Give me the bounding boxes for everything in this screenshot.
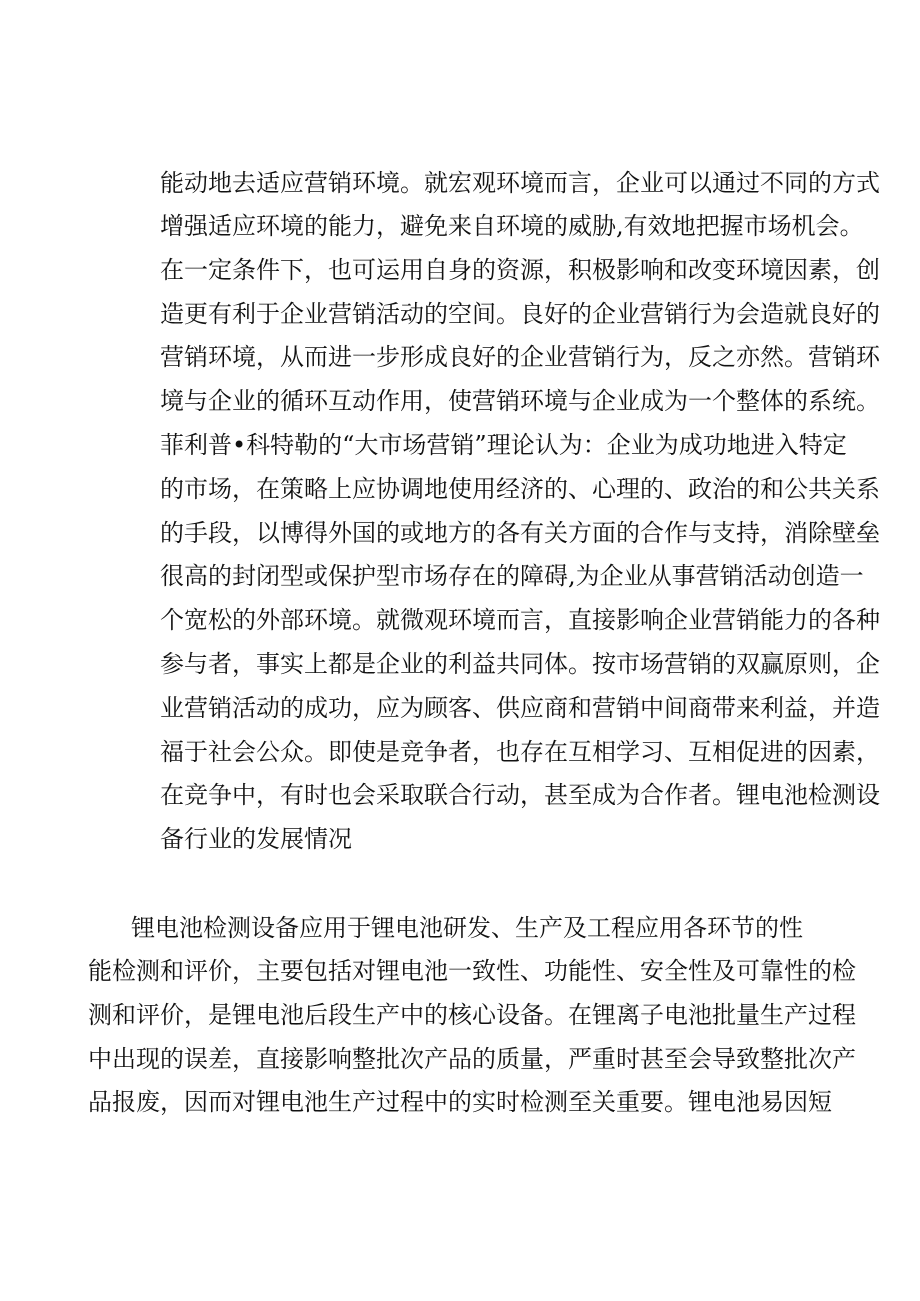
text-line: 在一定条件下，也可运用自身的资源，积极影响和改变环境因素，创 bbox=[160, 256, 880, 284]
text-line: 参与者，事实上都是企业的利益共同体。按市场营销的双赢原则，企 bbox=[160, 650, 880, 678]
text-line: 的手段，以博得外国的或地方的各有关方面的合作与支持，消除壁垒 bbox=[160, 519, 880, 547]
section-heading-line: 备行业的发展情况 bbox=[160, 825, 352, 853]
text-line: 菲利普•科特勒的“大市场营销”理论认为：企业为成功地进入特定 bbox=[160, 431, 847, 459]
text-line: 增强适应环境的能力，避免来自环境的威胁,有效地把握市场机会。 bbox=[160, 212, 864, 240]
text-line: 品报废，因而对锂电池生产过程中的实时检测至关重要。锂电池易因短 bbox=[88, 1088, 832, 1116]
text-line: 在竞争中，有时也会采取联合行动，甚至成为合作者。锂电池检测设 bbox=[160, 781, 880, 809]
text-line: 造更有利于企业营销活动的空间。良好的企业营销行为会造就良好的 bbox=[160, 300, 880, 328]
text-line: 营销环境，从而进一步形成良好的企业营销行为，反之亦然。营销环 bbox=[160, 343, 880, 371]
text-line: 中出现的误差，直接影响整批次产品的质量，严重时甚至会导致整批次产 bbox=[88, 1045, 856, 1073]
text-line: 的市场，在策略上应协调地使用经济的、心理的、政治的和公共关系 bbox=[160, 475, 880, 503]
text-line: 福于社会公众。即使是竞争者，也存在互相学习、互相促进的因素， bbox=[160, 738, 880, 766]
text-line: 境与企业的循环互动作用，使营销环境与企业成为一个整体的系统。 bbox=[160, 387, 880, 415]
text-line: 个宽松的外部环境。就微观环境而言，直接影响企业营销能力的各种 bbox=[160, 606, 880, 634]
text-line: 能检测和评价，主要包括对锂电池一致性、功能性、安全性及可靠性的检 bbox=[88, 957, 856, 985]
text-line: 业营销活动的成功，应为顾客、供应商和营销中间商带来利益，并造 bbox=[160, 694, 880, 722]
text-line: 能动地去适应营销环境。就宏观环境而言，企业可以通过不同的方式 bbox=[160, 169, 880, 197]
text-line: 锂电池检测设备应用于锂电池研发、生产及工程应用各环节的性 bbox=[131, 914, 803, 942]
text-line: 很高的封闭型或保护型市场存在的障碍,为企业从事营销活动创造一 bbox=[160, 562, 864, 590]
text-line: 测和评价，是锂电池后段生产中的核心设备。在锂离子电池批量生产过程 bbox=[88, 1001, 856, 1029]
